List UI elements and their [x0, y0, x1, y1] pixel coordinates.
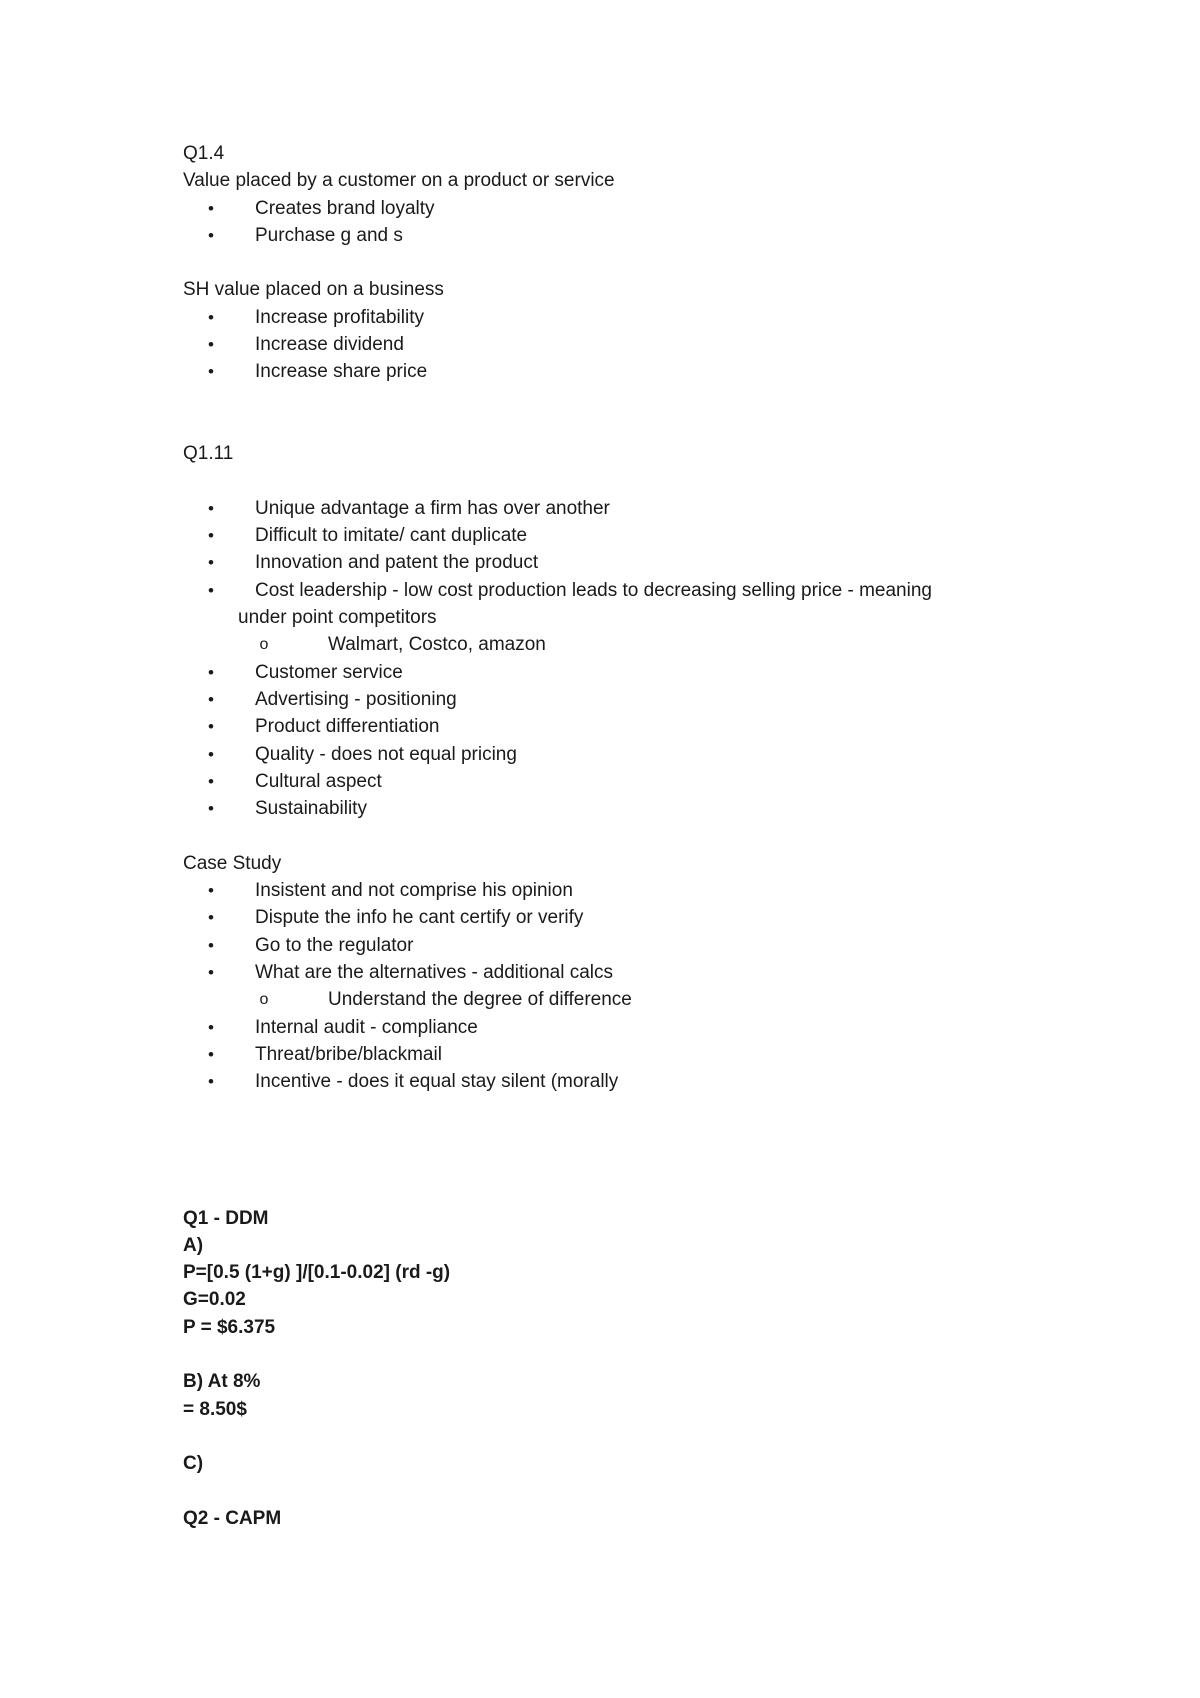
- bullet-icon: •: [208, 1044, 214, 1064]
- ddm-formula: P=[0.5 (1+g) ]/[0.1-0.02] (rd -g): [183, 1262, 451, 1284]
- list-item: [183, 659, 1083, 686]
- list-item-text: What are the alternatives - additional calcs: [255, 961, 614, 983]
- list-item-text: Insistent and not comprise his opinion: [255, 880, 573, 902]
- sub-bullet-icon: o: [259, 991, 269, 1009]
- list-item: [183, 768, 1083, 795]
- list-item: [183, 331, 1083, 358]
- section-heading-q1-4: Q1.4: [183, 143, 225, 164]
- bullet-icon: •: [208, 662, 214, 682]
- ddm-part-c: C): [183, 1453, 204, 1475]
- section-heading-case-study: Case Study: [183, 852, 282, 874]
- list-item-text: Product differentiation: [255, 716, 440, 738]
- list-item: [183, 795, 1083, 822]
- list-item: [183, 932, 1083, 959]
- list-item: [183, 741, 1083, 768]
- section-heading-q1-11: Q1.11: [183, 443, 234, 465]
- list-item-text: Increase profitability: [255, 306, 424, 328]
- document-page: [183, 140, 1083, 1532]
- list-item-text: Difficult to imitate/ cant duplicate: [255, 525, 528, 547]
- list-item-text: Cultural aspect: [255, 770, 382, 792]
- ddm-price: P = $6.375: [183, 1316, 276, 1338]
- list-item-text: Threat/bribe/blackmail: [255, 1043, 442, 1065]
- ddm-result-b: = 8.50$: [183, 1398, 247, 1420]
- bullet-icon: •: [208, 498, 214, 518]
- bullet-icon: •: [208, 1017, 214, 1037]
- bullet-icon: •: [208, 526, 214, 546]
- list-item-text: Purchase g and s: [255, 224, 403, 246]
- bullet-icon: •: [208, 771, 214, 791]
- list-item-text: Dispute the info he cant certify or verify: [255, 907, 584, 929]
- list-item-text: Customer service: [255, 661, 403, 683]
- sub-list-item-text: Walmart, Costco, amazon: [328, 634, 546, 656]
- section-heading-q2-capm: Q2 - CAPM: [183, 1507, 282, 1529]
- list-item: [183, 1014, 1083, 1041]
- list-item-text: Incentive - does it equal stay silent (morally: [255, 1071, 619, 1093]
- list-item-text: Unique advantage a firm has over another: [255, 497, 610, 519]
- ddm-growth: G=0.02: [183, 1289, 246, 1311]
- section-heading-q1-ddm: Q1 - DDM: [183, 1207, 269, 1229]
- sub-list-item-text: Understand the degree of difference: [328, 989, 632, 1011]
- bullet-icon: •: [208, 362, 214, 382]
- bullet-icon: •: [208, 744, 214, 764]
- list-item: [183, 358, 1083, 385]
- list-item-text: Increase share price: [255, 361, 428, 383]
- sh-value-label: SH value placed on a business: [183, 279, 444, 301]
- bullet-icon: •: [208, 799, 214, 819]
- list-item: [183, 577, 1083, 604]
- list-item-text: Sustainability: [255, 798, 367, 820]
- list-item: [183, 877, 1083, 904]
- list-item: [183, 549, 1083, 576]
- list-item: [183, 959, 1083, 986]
- list-item-text: Go to the regulator: [255, 934, 414, 956]
- bullet-icon: •: [208, 225, 214, 245]
- sub-list-item: [183, 986, 1083, 1013]
- bullet-icon: •: [208, 553, 214, 573]
- ddm-part-b: B) At 8%: [183, 1371, 261, 1393]
- bullet-icon: •: [208, 908, 214, 928]
- list-item-text: Quality - does not equal pricing: [255, 743, 517, 765]
- list-item: [183, 713, 1083, 740]
- list-item: [183, 304, 1083, 331]
- list-item: [183, 522, 1083, 549]
- list-item: [183, 1068, 1083, 1095]
- list-item-text: Creates brand loyalty: [255, 197, 435, 219]
- customer-value-label: Value placed by a customer on a product or service: [183, 170, 615, 192]
- list-item: [183, 904, 1083, 931]
- sub-list-item: [183, 631, 1083, 658]
- bullet-icon: •: [208, 580, 214, 600]
- list-item: [183, 686, 1083, 713]
- sub-bullet-icon: o: [259, 636, 269, 654]
- list-item: [183, 222, 1083, 249]
- list-item: [183, 1041, 1083, 1068]
- bullet-icon: •: [208, 717, 214, 737]
- list-item: [183, 195, 1083, 222]
- bullet-icon: •: [208, 307, 214, 327]
- list-item-text: Advertising - positioning: [255, 688, 457, 710]
- bullet-icon: •: [208, 335, 214, 355]
- list-item-continuation: under point competitors: [238, 607, 437, 629]
- ddm-part-a: A): [183, 1234, 204, 1256]
- bullet-icon: •: [208, 198, 214, 218]
- list-item: [183, 495, 1083, 522]
- bullet-icon: •: [208, 881, 214, 901]
- list-item-text: Cost leadership - low cost production leads to decreasing selling price - meaning: [255, 579, 932, 601]
- list-item-text: Innovation and patent the product: [255, 552, 539, 574]
- bullet-icon: •: [208, 962, 214, 982]
- list-item-text: Internal audit - compliance: [255, 1016, 478, 1038]
- bullet-icon: •: [208, 935, 214, 955]
- list-item-text: Increase dividend: [255, 334, 404, 356]
- bullet-icon: •: [208, 1072, 214, 1092]
- bullet-icon: •: [208, 689, 214, 709]
